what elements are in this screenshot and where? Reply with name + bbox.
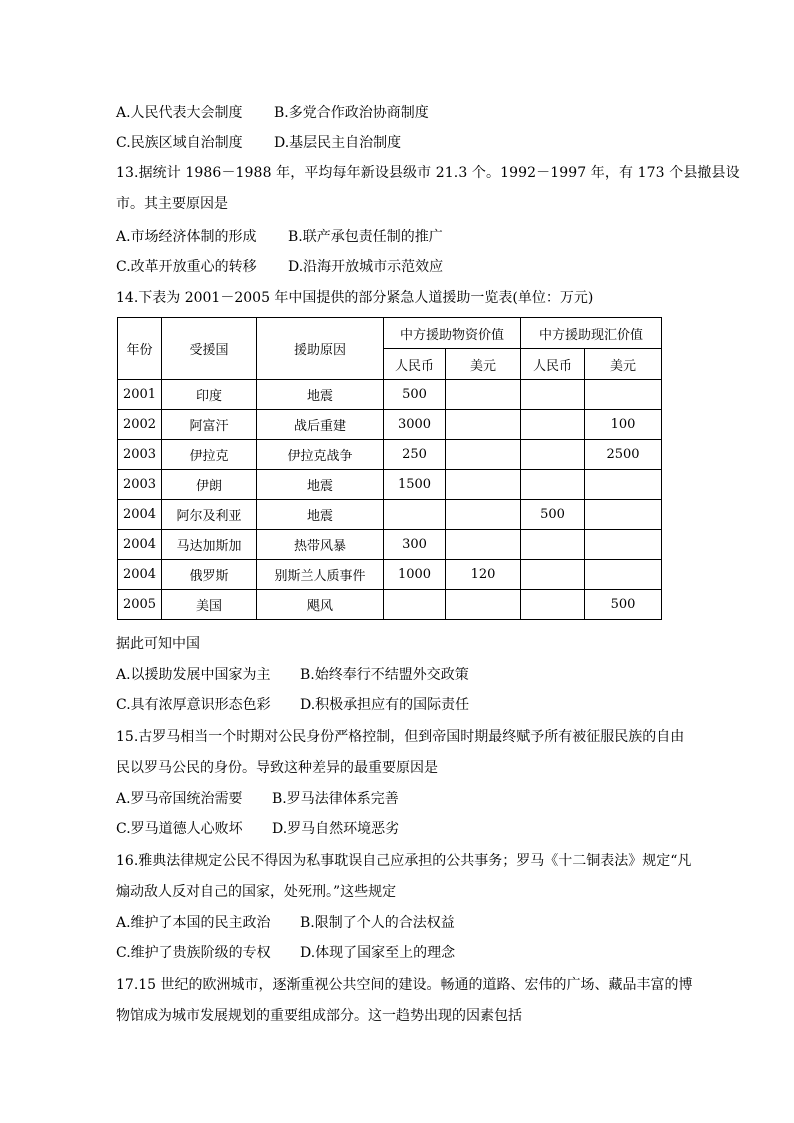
table-row xyxy=(118,590,662,620)
cell-country: 马达加斯加 xyxy=(162,530,257,560)
cell-cash-rmb xyxy=(521,410,585,440)
q13-option-b: B.联产承包责任制的推广 xyxy=(288,229,443,245)
header-country: 受援国 xyxy=(162,318,257,380)
q16-option-d: D.体现了国家至上的理念 xyxy=(300,945,456,961)
cell-reason: 飓风 xyxy=(257,590,384,620)
cell-cash-rmb xyxy=(521,590,585,620)
cell-goods-rmb: 500 xyxy=(384,380,446,410)
cell-year: 2003 xyxy=(118,440,162,470)
q13-option-a: A.市场经济体制的形成 xyxy=(116,229,257,245)
q14-option-d: D.积极承担应有的国际责任 xyxy=(300,697,470,713)
cell-cash-usd xyxy=(585,500,662,530)
cell-cash-usd xyxy=(585,530,662,560)
q14-option-c: C.具有浓厚意识形态色彩 xyxy=(116,697,271,713)
cell-reason: 战后重建 xyxy=(257,410,384,440)
cell-year: 2003 xyxy=(118,470,162,500)
q15-stem-line1: 15.古罗马相当一个时期对公民身份严格控制，但到帝国时期最终赋予所有被征服民族的自由 xyxy=(116,729,685,745)
cell-cash-usd xyxy=(585,470,662,500)
cell-country: 伊拉克 xyxy=(162,440,257,470)
q15-option-b: B.罗马法律体系完善 xyxy=(272,791,399,807)
cell-country: 阿尔及利亚 xyxy=(162,500,257,530)
cell-reason: 地震 xyxy=(257,470,384,500)
cell-reason: 地震 xyxy=(257,500,384,530)
cell-cash-rmb xyxy=(521,470,585,500)
cell-cash-usd xyxy=(585,560,662,590)
table-row xyxy=(118,500,662,530)
cell-goods-usd xyxy=(446,470,521,500)
q16-stem-line2: 煽动敌人反对自己的国家，处死刑。”这些规定 xyxy=(116,884,397,900)
q15-options-row2 xyxy=(116,819,399,839)
cell-cash-rmb xyxy=(521,560,585,590)
q17-stem-line1: 17.15 世纪的欧洲城市，逐渐重视公共空间的建设。畅通的道路、宏伟的广场、藏品丰富的博 xyxy=(116,977,693,993)
cell-goods-rmb: 1500 xyxy=(384,470,446,500)
cell-country: 伊朗 xyxy=(162,470,257,500)
q15-options-row1 xyxy=(116,789,399,809)
subheader-cash-rmb: 人民币 xyxy=(521,349,585,380)
cell-cash-rmb xyxy=(521,530,585,560)
q14-after-text: 据此可知中国 xyxy=(116,636,200,652)
table-row xyxy=(118,560,662,590)
q12-option-c: C.民族区域自治制度 xyxy=(116,135,243,151)
cell-goods-rmb: 300 xyxy=(384,530,446,560)
cell-country: 俄罗斯 xyxy=(162,560,257,590)
q12-option-a: A.人民代表大会制度 xyxy=(116,105,243,121)
q16-stem-line1: 16.雅典法律规定公民不得因为私事耽误自己应承担的公共事务；罗马《十二铜表法》规定“凡 xyxy=(116,853,692,869)
table-row xyxy=(118,410,662,440)
cell-goods-usd xyxy=(446,380,521,410)
q13-stem-line1: 13.据统计 1986－1988 年，平均每年新设县级市 21.3 个。1992－1997 年，有 173 个县撤县设 xyxy=(116,165,740,181)
cell-goods-usd xyxy=(446,440,521,470)
q13-option-c: C.改革开放重心的转移 xyxy=(116,259,257,275)
subheader-cash-usd: 美元 xyxy=(585,349,662,380)
header-goods-value: 中方援助物资价值 xyxy=(384,318,521,349)
q12-option-b: B.多党合作政治协商制度 xyxy=(274,105,429,121)
cell-goods-rmb: 1000 xyxy=(384,560,446,590)
cell-goods-rmb: 3000 xyxy=(384,410,446,440)
q13-stem-line2: 市。其主要原因是 xyxy=(116,196,228,212)
cell-reason: 别斯兰人质事件 xyxy=(257,560,384,590)
cell-cash-rmb: 500 xyxy=(521,500,585,530)
cell-country: 美国 xyxy=(162,590,257,620)
q15-option-d: D.罗马自然环境恶劣 xyxy=(272,821,400,837)
cell-year: 2005 xyxy=(118,590,162,620)
subheader-goods-rmb: 人民币 xyxy=(384,349,446,380)
cell-cash-rmb xyxy=(521,440,585,470)
cell-goods-usd xyxy=(446,590,521,620)
q16-options-row2 xyxy=(116,943,455,963)
cell-goods-rmb xyxy=(384,590,446,620)
cell-year: 2001 xyxy=(118,380,162,410)
cell-year: 2002 xyxy=(118,410,162,440)
header-reason: 援助原因 xyxy=(257,318,384,380)
q14-option-a: A.以援助发展中国家为主 xyxy=(116,667,271,683)
q16-option-a: A.维护了本国的民主政治 xyxy=(116,915,271,931)
q14-stem: 14.下表为 2001－2005 年中国提供的部分紧急人道援助一览表(单位：万元) xyxy=(116,290,594,306)
q16-option-c: C.维护了贵族阶级的专权 xyxy=(116,945,271,961)
q12-option-d: D.基层民主自治制度 xyxy=(274,135,402,151)
header-year: 年份 xyxy=(118,318,162,380)
cell-cash-usd: 2500 xyxy=(585,440,662,470)
cell-goods-usd: 120 xyxy=(446,560,521,590)
cell-year: 2004 xyxy=(118,560,162,590)
cell-goods-rmb: 250 xyxy=(384,440,446,470)
cell-goods-usd xyxy=(446,500,521,530)
q13-options-row1 xyxy=(116,227,443,247)
cell-cash-rmb xyxy=(521,380,585,410)
subheader-goods-usd: 美元 xyxy=(446,349,521,380)
cell-year: 2004 xyxy=(118,500,162,530)
cell-goods-rmb xyxy=(384,500,446,530)
cell-country: 阿富汗 xyxy=(162,410,257,440)
cell-year: 2004 xyxy=(118,530,162,560)
cell-cash-usd: 500 xyxy=(585,590,662,620)
table-row xyxy=(118,440,662,470)
aid-table xyxy=(117,317,662,620)
q16-options-row1 xyxy=(116,913,455,933)
table-row xyxy=(118,380,662,410)
q17-stem-line2: 物馆成为城市发展规划的重要组成部分。这一趋势出现的因素包括 xyxy=(116,1008,522,1024)
q15-option-a: A.罗马帝国统治需要 xyxy=(116,791,243,807)
cell-goods-usd xyxy=(446,530,521,560)
cell-cash-usd xyxy=(585,380,662,410)
q12-options-row2 xyxy=(116,133,401,153)
table-row xyxy=(118,470,662,500)
header-cash-value: 中方援助现汇价值 xyxy=(521,318,662,349)
cell-cash-usd: 100 xyxy=(585,410,662,440)
cell-reason: 热带风暴 xyxy=(257,530,384,560)
q14-option-b: B.始终奉行不结盟外交政策 xyxy=(300,667,469,683)
cell-country: 印度 xyxy=(162,380,257,410)
cell-goods-usd xyxy=(446,410,521,440)
q13-option-d: D.沿海开放城市示范效应 xyxy=(288,259,444,275)
q16-option-b: B.限制了个人的合法权益 xyxy=(300,915,455,931)
q13-options-row2 xyxy=(116,257,443,277)
q14-options-row2 xyxy=(116,695,469,715)
q15-option-c: C.罗马道德人心败坏 xyxy=(116,821,243,837)
table-header-row xyxy=(118,318,662,349)
q14-options-row1 xyxy=(116,665,469,685)
q12-options-row1 xyxy=(116,103,429,123)
table-row xyxy=(118,530,662,560)
cell-reason: 地震 xyxy=(257,380,384,410)
q15-stem-line2: 民以罗马公民的身份。导致这种差异的最重要原因是 xyxy=(116,760,438,776)
cell-reason: 伊拉克战争 xyxy=(257,440,384,470)
